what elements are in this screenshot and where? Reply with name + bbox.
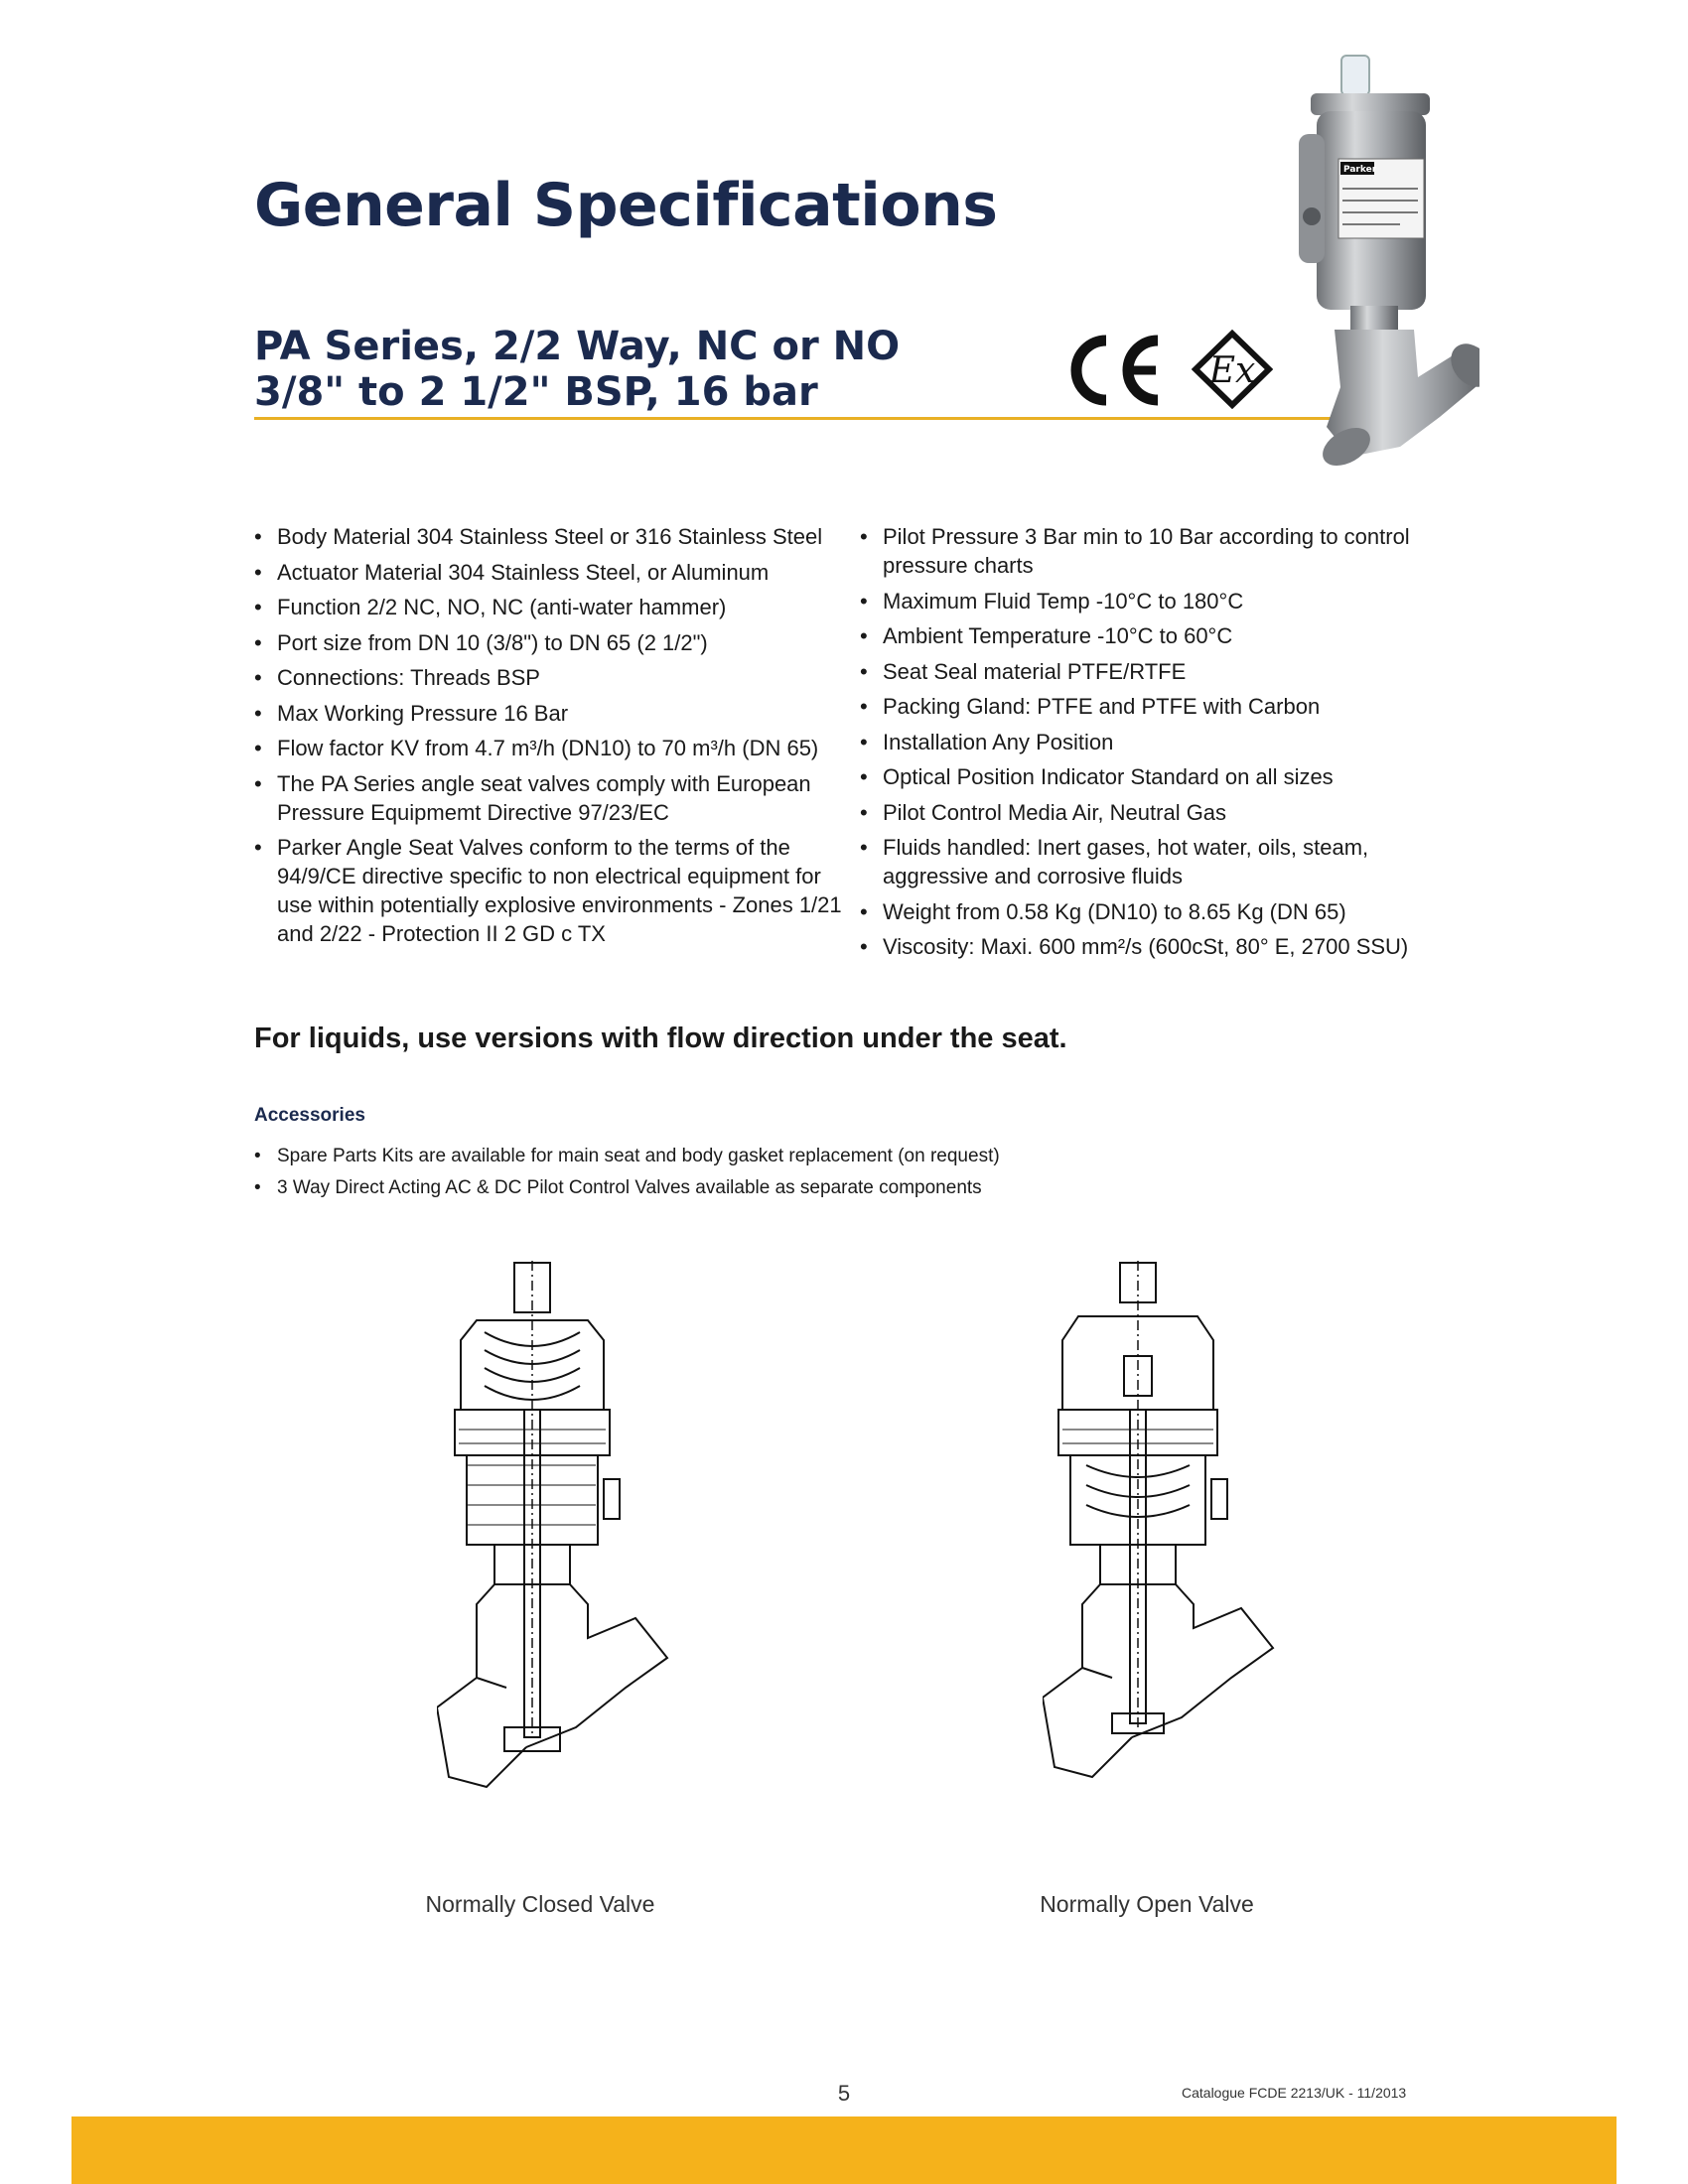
page-number: 5 [837,2081,851,2106]
spec-item: • Packing Gland: PTFE and PTFE with Carbon [860,692,1456,721]
footer-bar [71,2116,1617,2184]
spec-item: • Ambient Temperature -10°C to 60°C [860,621,1456,650]
brand-label-text: Parker [1343,165,1377,175]
ce-mark-icon [1066,335,1166,406]
liquids-note: For liquids, use versions with flow direction under the seat. [254,1023,1067,1054]
page-title: General Specifications [254,171,998,240]
accessories-heading: Accessories [254,1105,365,1126]
spec-item: • Port size from DN 10 (3/8") to DN 65 (2 1/2") [254,628,850,657]
spec-item: • Viscosity: Maxi. 600 mm²/s (600cSt, 80° E, 2700 SSU) [860,932,1456,961]
accessory-item: • 3 Way Direct Acting AC & DC Pilot Control Valves available as separate components [254,1175,1000,1200]
spec-item: • Seat Seal material PTFE/RTFE [860,657,1456,686]
subtitle-line-1: PA Series, 2/2 Way, NC or NO [254,324,901,369]
spec-item: • Pilot Pressure 3 Bar min to 10 Bar according to control pressure charts [860,522,1456,580]
series-subtitle [254,324,900,415]
ex-mark-text: Ex [1208,350,1256,391]
spec-item: • Weight from 0.58 Kg (DN10) to 8.65 Kg (DN 65) [860,897,1456,926]
spec-item: • Flow factor KV from 4.7 m³/h (DN10) to 70 m³/h (DN 65) [254,734,850,762]
ex-mark-icon [1192,330,1273,409]
spec-item: • Maximum Fluid Temp -10°C to 180°C [860,587,1456,615]
valve-product-photo [1291,50,1479,486]
spec-list-left [254,522,850,955]
no-valve-caption: Normally Open Valve [1040,1891,1254,1917]
normally-closed-valve-diagram [437,1261,675,1837]
header-divider [254,417,1434,420]
spec-item: • Installation Any Position [860,728,1456,756]
accessory-item: • Spare Parts Kits are available for main seat and body gasket replacement (on request) [254,1144,1000,1168]
nc-valve-caption: Normally Closed Valve [425,1891,655,1917]
spec-item: • Connections: Threads BSP [254,663,850,692]
spec-item: • The PA Series angle seat valves comply with European Pressure Equipmemt Directive 97/23/EC [254,769,850,827]
normally-open-valve-diagram [1043,1261,1281,1837]
spec-item: • Optical Position Indicator Standard on all sizes [860,762,1456,791]
accessories-list [254,1144,1000,1207]
spec-item: • Max Working Pressure 16 Bar [254,699,850,728]
catalogue-reference: Catalogue FCDE 2213/UK - 11/2013 [1182,2085,1407,2101]
spec-item: • Parker Angle Seat Valves conform to the terms of the 94/9/CE directive specific to non electrical equipment for use within potentially explosive environments - Zones 1/21 and 2/22 - Protection II 2 GD c TX [254,833,850,948]
spec-list-right [860,522,1456,968]
spec-item: • Fluids handled: Inert gases, hot water, oils, steam, aggressive and corrosive fluids [860,833,1456,890]
subtitle-line-2: 3/8" to 2 1/2" BSP, 16 bar [254,369,818,415]
spec-item: • Actuator Material 304 Stainless Steel, or Aluminum [254,558,850,587]
spec-item: • Pilot Control Media Air, Neutral Gas [860,798,1456,827]
spec-item: • Function 2/2 NC, NO, NC (anti-water hammer) [254,593,850,621]
spec-item: • Body Material 304 Stainless Steel or 316 Stainless Steel [254,522,850,551]
